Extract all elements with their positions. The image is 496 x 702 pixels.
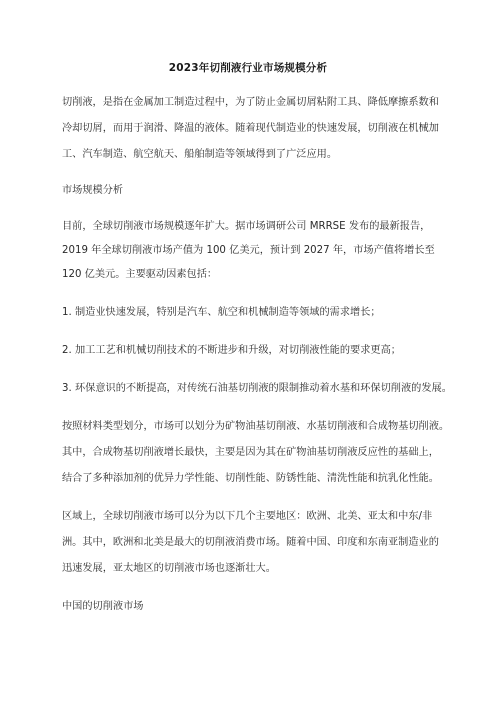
region-line-3: 迅速发展，亚太地区的切削液市场也逐渐壮大。 bbox=[62, 563, 276, 574]
market-size-line-2: 2019 年全球切削液市场产值为 100 亿美元，预计到 2027 年，市场产值将增长至 bbox=[62, 245, 435, 256]
market-size-line-1: 目前，全球切削液市场规模逐年扩大。据市场调研公司 MRRSE 发布的最新报告， bbox=[62, 221, 431, 232]
market-size-line-3: 120 亿美元。主要驱动因素包括： bbox=[62, 269, 218, 280]
intro-line-3: 工、汽车制造、航空航天、船舶制造等领域得到了广泛应用。 bbox=[62, 149, 338, 160]
material-line-3: 结合了多种添加剂的优异力学性能、切削性能、防锈性能、清洗性能和抗乳化性能。 bbox=[62, 473, 439, 484]
region-line-2: 洲。其中，欧洲和北美是最大的切削液消费市场。随着中国、印度和东南亚制造业的 bbox=[62, 537, 439, 548]
section-heading-china-market: 中国的切削液市场 bbox=[62, 601, 144, 612]
driver-item-3: 3. 环保意识的不断提高，对传统石油基切削液的限制推动着水基和环保切削液的发展。 bbox=[62, 383, 452, 394]
document-title: 2023年切削液行业市场规模分析 bbox=[168, 62, 328, 74]
material-line-1: 按照材料类型划分，市场可以划分为矿物油基切削液、水基切削液和合成物基切削液。 bbox=[62, 421, 450, 432]
material-line-2: 其中，合成物基切削液增长最快，主要是因为其在矿物油基切削液反应性的基础上， bbox=[62, 447, 439, 458]
region-line-1: 区域上，全球切削液市场可以分为以下几个主要地区：欧洲、北美、亚太和中东/非 bbox=[62, 511, 433, 522]
driver-item-2: 2. 加工工艺和机械切削技术的不断进步和升级，对切削液性能的要求更高； bbox=[62, 345, 401, 356]
driver-item-1: 1. 制造业快速发展，特别是汽车、航空和机械制造等领域的需求增长； bbox=[62, 307, 381, 318]
intro-line-2: 冷却切屑，而用于润滑、降温的液体。随着现代制造业的快速发展，切削液在机械加 bbox=[62, 123, 439, 134]
intro-line-1: 切削液，是指在金属加工制造过程中，为了防止金属切屑粘附工具、降低摩擦系数和 bbox=[62, 97, 439, 108]
section-heading-market-size: 市场规模分析 bbox=[62, 185, 124, 196]
